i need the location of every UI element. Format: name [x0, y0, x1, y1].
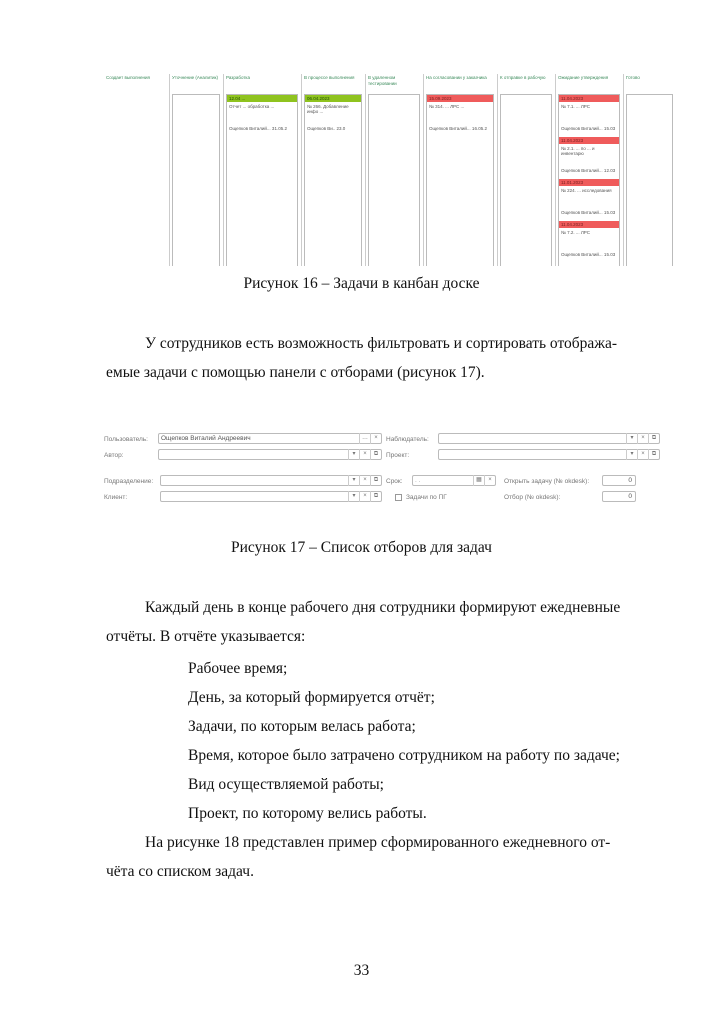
kanban-column [424, 74, 498, 266]
clear-icon[interactable]: × [359, 491, 370, 502]
kanban-column [170, 74, 224, 266]
pg-tasks-label: Задачи по ПГ [406, 494, 447, 501]
kanban-card-desc: № 314. ... ЛРС ... [429, 104, 465, 109]
kanban-card-head: 11.04.2023 [559, 137, 619, 144]
list-item: Задачи, по которым велась работа; [188, 718, 416, 735]
kanban-card-head: 11.04.2023 [559, 221, 619, 228]
kanban-card[interactable] [559, 179, 619, 219]
kanban-card-head: 06.04.2023 [305, 95, 361, 102]
clear-icon[interactable]: × [484, 475, 495, 486]
user-value: Ощепков Виталий Андреевич [161, 435, 251, 442]
kanban-column-title: Готово [626, 75, 640, 80]
kanban-card-author: Ощепков Виталий... 15.03 [561, 210, 616, 215]
deadline-placeholder: . . [415, 477, 421, 484]
division-label: Подразделение: [104, 478, 154, 485]
project-field[interactable] [438, 449, 660, 460]
kanban-column-body [368, 94, 420, 266]
kanban-column [302, 74, 366, 266]
kanban-column-title: Ожидание утверждения [558, 75, 609, 80]
open-task-field[interactable]: 0 [602, 475, 636, 486]
clear-icon[interactable]: × [637, 433, 648, 444]
kanban-card-desc: № 7.2. ... ЛРС [561, 230, 590, 235]
observer-field[interactable] [438, 433, 660, 444]
list-item: Проект, по которому велись работы. [188, 805, 427, 822]
dropdown-icon[interactable]: ▾ [626, 449, 637, 460]
kanban-column-body [558, 94, 620, 266]
clear-icon[interactable]: × [359, 449, 370, 460]
list-item: Время, которое было затрачено сотрудником на работу по задаче; [188, 747, 620, 764]
open-task-label: Открыть задачу (№ okdesk): [504, 478, 590, 485]
calendar-icon[interactable]: ▦ [473, 475, 484, 486]
kanban-card-desc: № 2.1. ... по ... и инвентарю [561, 146, 595, 156]
paragraph-2-line-2: отчёты. В отчёте указывается: [106, 628, 306, 645]
user-label: Пользователь: [104, 436, 148, 443]
report-fields-list [188, 654, 620, 828]
kanban-card[interactable] [559, 221, 619, 261]
client-label: Клиент: [104, 494, 128, 501]
kanban-column-body [304, 94, 362, 266]
paragraph-3-line-1: На рисунке 18 представлен пример сформированного ежедневного от- [145, 834, 611, 851]
kanban-card-head: 11.04.2023 [559, 95, 619, 102]
filter-okdesk-field[interactable]: 0 [602, 491, 636, 502]
dropdown-icon[interactable]: ▾ [348, 475, 359, 486]
kanban-card-author: Ощепков Виталий... 31.05.2 [229, 126, 287, 131]
kanban-column-title: В процессе выполнения [304, 75, 355, 80]
paragraph-3-line-2: чёта со списком задач. [106, 863, 254, 880]
kanban-column-title: В удаленном тестировании [368, 75, 397, 86]
kanban-card[interactable] [227, 95, 297, 135]
kanban-card[interactable] [559, 95, 619, 135]
kanban-column [366, 74, 424, 266]
clear-icon[interactable]: × [359, 475, 370, 486]
filter-panel-figure [100, 428, 672, 524]
deadline-label: Срок: [386, 478, 403, 485]
kanban-card-desc: № 266. Добавление инфо ... [307, 104, 349, 114]
kanban-column-title: Разработка [226, 75, 250, 80]
kanban-column-body [426, 94, 494, 266]
pg-tasks-checkbox[interactable] [395, 494, 402, 501]
kanban-card-head: 12.04 ... [227, 95, 297, 102]
kanban-column-title: Создает выполнения [106, 75, 150, 80]
kanban-card[interactable] [305, 95, 361, 135]
kanban-card-author: Ощепков Виталий... 15.03 [561, 126, 616, 131]
kanban-card-head: 15.09.2023 [427, 95, 493, 102]
open-icon[interactable]: ⧉ [370, 475, 381, 486]
kanban-column-title: На согласовании у заказчика [426, 75, 487, 80]
kanban-card-desc: № 7.1. ... ЛРС [561, 104, 590, 109]
kanban-card-author: Ощепков Виталий... 12.03 [561, 168, 616, 173]
select-icon[interactable]: … [359, 433, 370, 444]
list-item: Вид осуществляемой работы; [188, 776, 384, 793]
list-item: Рабочее время; [188, 660, 288, 677]
kanban-card-author: Ощепков Ви.. 23.0 [307, 126, 346, 131]
open-icon[interactable]: ⧉ [648, 433, 659, 444]
kanban-card[interactable] [427, 95, 493, 135]
author-label: Автор: [104, 452, 124, 459]
open-icon[interactable]: ⧉ [370, 449, 381, 460]
division-field[interactable] [160, 475, 382, 486]
kanban-column [556, 74, 624, 266]
paragraph-1-line-1: У сотрудников есть возможность фильтровать и сортировать отобража- [145, 335, 618, 352]
clear-icon[interactable]: × [637, 449, 648, 460]
kanban-board-figure [104, 74, 676, 266]
page-number: 33 [353, 962, 370, 979]
user-field[interactable] [158, 433, 382, 444]
project-label: Проект: [386, 452, 410, 459]
kanban-card[interactable] [559, 137, 619, 177]
open-icon[interactable]: ⧉ [370, 491, 381, 502]
figure-16-caption: Рисунок 16 – Задачи в канбан доске [243, 275, 480, 292]
observer-label: Наблюдатель: [386, 436, 429, 443]
deadline-field[interactable] [412, 475, 496, 486]
kanban-column [224, 74, 302, 266]
paragraph-2-line-1: Каждый день в конце рабочего дня сотрудники формируют ежедневные [145, 599, 621, 616]
dropdown-icon[interactable]: ▾ [348, 449, 359, 460]
kanban-card-head: 11.01.2023 [559, 179, 619, 186]
kanban-card-author: Ощепков Виталий... 16.05.2 [429, 126, 487, 131]
dropdown-icon[interactable]: ▾ [348, 491, 359, 502]
paragraph-1-line-2: емые задачи с помощью панели с отборами (рисунок 17). [106, 364, 485, 381]
list-item: День, за который формируется отчёт; [188, 689, 435, 706]
client-field[interactable] [160, 491, 382, 502]
clear-icon[interactable]: × [370, 433, 381, 444]
open-icon[interactable]: ⧉ [648, 449, 659, 460]
dropdown-icon[interactable]: ▾ [626, 433, 637, 444]
kanban-column-body [500, 94, 552, 266]
kanban-card-desc: Отчет ... обработка ... [229, 104, 275, 109]
kanban-column [498, 74, 556, 266]
filter-okdesk-label: Отбор (№ okdesk): [504, 494, 561, 501]
kanban-column [624, 74, 676, 266]
kanban-column [104, 74, 170, 266]
figure-17-caption: Рисунок 17 – Список отборов для задач [231, 539, 492, 556]
kanban-column-body [626, 94, 673, 266]
kanban-column-body [172, 94, 220, 266]
kanban-card-author: Ощепков Виталий... 15.03 [561, 252, 616, 257]
kanban-column-body [226, 94, 298, 266]
kanban-column-title: Уточнение (Аналитик) [172, 75, 219, 80]
kanban-column-title: К отправке в рабочую [500, 75, 546, 80]
kanban-card-desc: № 224. ... исследования [561, 188, 612, 193]
author-field[interactable] [158, 449, 382, 460]
